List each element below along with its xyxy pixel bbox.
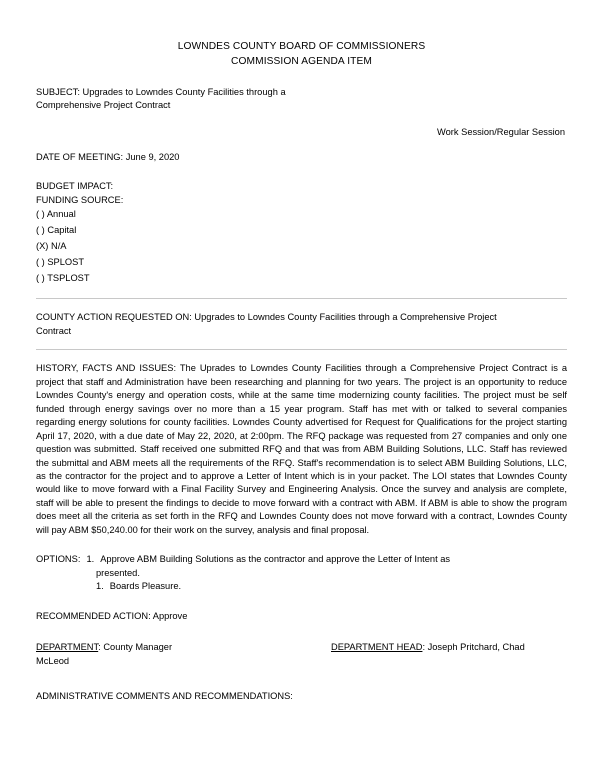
county-action-label: COUNTY ACTION REQUESTED ON: bbox=[36, 312, 192, 323]
department-row bbox=[36, 641, 567, 654]
meeting-date-value: June 9, 2020 bbox=[125, 152, 180, 162]
department-head-value-line2: McLeod bbox=[36, 655, 70, 666]
funding-option-na: (X) N/A bbox=[36, 241, 67, 252]
subject-text: Upgrades to Lowndes County Facilities through a bbox=[82, 86, 286, 97]
county-action-text-line2: Contract bbox=[36, 325, 72, 336]
divider-bottom bbox=[36, 349, 567, 350]
option-1-number: 1. bbox=[86, 554, 95, 565]
option-item-1 bbox=[36, 553, 567, 566]
county-action-block bbox=[36, 311, 567, 338]
option-2-text: Boards Pleasure. bbox=[109, 581, 182, 592]
department-head-value: : Joseph Pritchard, Chad bbox=[422, 642, 525, 653]
meeting-date-block bbox=[36, 151, 567, 164]
options-block bbox=[36, 553, 567, 593]
department-value: : County Manager bbox=[98, 642, 173, 653]
document-header bbox=[36, 39, 567, 70]
subject-block bbox=[36, 86, 567, 113]
meeting-date-label: DATE OF MEETING: bbox=[36, 152, 124, 162]
funding-source-label: FUNDING SOURCE: bbox=[36, 194, 124, 205]
department-head-label: DEPARTMENT HEAD bbox=[331, 642, 423, 653]
recommended-action-line bbox=[36, 610, 567, 623]
subject-text-line2: Comprehensive Project Contract bbox=[36, 100, 171, 111]
recommended-action-block bbox=[36, 610, 567, 623]
funding-option-annual: ( ) Annual bbox=[36, 209, 76, 220]
county-action-line bbox=[36, 311, 567, 324]
budget-impact-label: BUDGET IMPACT: bbox=[36, 181, 114, 192]
option-1-text-line2: presented. bbox=[96, 567, 140, 578]
options-label: OPTIONS: bbox=[36, 554, 81, 565]
option-1-text: Approve ABM Building Solutions as the contractor and approve the Letter of Intent as bbox=[100, 554, 451, 565]
county-action-text: Upgrades to Lowndes County Facilities through a Comprehensive Project bbox=[194, 312, 497, 323]
funding-option-capital: ( ) Capital bbox=[36, 225, 77, 236]
history-block bbox=[36, 362, 567, 537]
budget-block bbox=[36, 180, 567, 287]
recommended-action-value: Approve bbox=[152, 610, 188, 621]
meeting-date-line bbox=[36, 151, 567, 164]
recommended-action-label: RECOMMENDED ACTION: bbox=[36, 610, 151, 621]
history-paragraph bbox=[36, 362, 567, 537]
option-item-2 bbox=[96, 580, 567, 593]
subject-line bbox=[36, 86, 567, 99]
admin-comments-label: ADMINISTRATIVE COMMENTS AND RECOMMENDATIONS: bbox=[36, 691, 293, 702]
divider-top bbox=[36, 298, 567, 299]
funding-source-options bbox=[36, 207, 567, 287]
session-note: Work Session/Regular Session bbox=[437, 126, 565, 137]
subject-label: SUBJECT: bbox=[36, 86, 80, 97]
department-label: DEPARTMENT bbox=[36, 642, 99, 653]
funding-option-tsplost: ( ) TSPLOST bbox=[36, 273, 90, 284]
option-2-number: 1. bbox=[96, 581, 104, 592]
department-head-block bbox=[331, 641, 567, 654]
funding-option-splost: ( ) SPLOST bbox=[36, 257, 85, 268]
department-block bbox=[36, 641, 331, 654]
history-label: HISTORY, FACTS AND ISSUES: bbox=[36, 363, 177, 374]
history-body: The Uprades to Lowndes County Facilities through a Comprehensive Project Contract is a project that staff and Administration have been researching and planning for two years. The project is an opportunity to reduce Lowndes County's energy and operation costs, while at the same time modernizing county facilities. The project must be self funded through energy savings over no more than a 15 year program. Staff has met with or talked to several companies regarding energy solutions for county facilities. Lowndes County advertised for Request for Qualifications for the project starting April 17, 2020, with a due date of May 22, 2020, at 2:00pm. The RFQ package was requested from 27 companies and only one question was submitted. Staff received one submitted RFQ and that was from ABM Building Solutions, LLC. Staff has reviewed the submittal and ABM meets all the requirements of the RFQ. Staff's recommendation is to select ABM Building Solutions, LLC, as the contractor for the project and to approve a Letter of Intent which is in your packet. The LOI states that Lowndes County would like to move forward with a Final Facility Survey and Engineering Analysis. Once the survey and analysis are complete, staff will be able to present the findings to decide to move forward with a contract with ABM. If ABM is able to show the program does meet all the criteria as set forth in the RFQ and Lowndes County does not move forward with a contract, Lowndes County will pay ABM $50,240.00 for their work on the survey, analysis and final proposal. bbox=[36, 363, 567, 535]
header-line-1: LOWNDES COUNTY BOARD OF COMMISSIONERS bbox=[177, 41, 426, 52]
header-line-2: COMMISSION AGENDA ITEM bbox=[231, 56, 372, 68]
